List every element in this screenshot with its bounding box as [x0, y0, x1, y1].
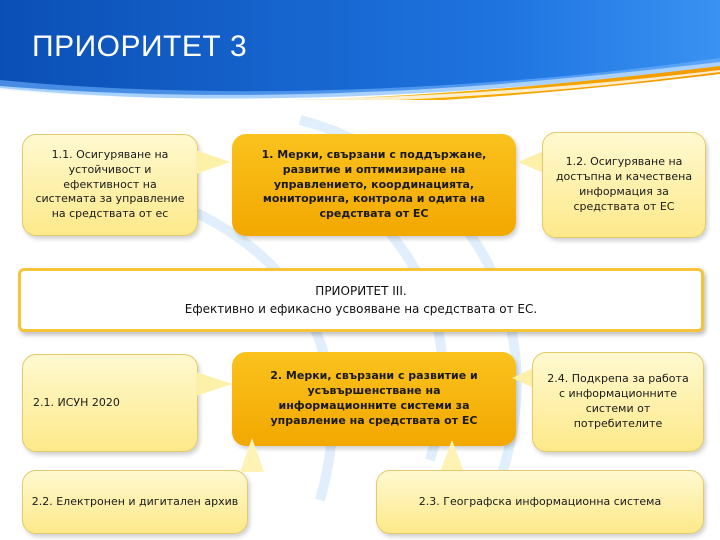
callout-1-2 [542, 132, 706, 238]
banner-subtitle: Ефективно и ефикасно усвояване на средствата от ЕС. [184, 302, 538, 316]
callout-1-2-text: 1.2. Осигуряване на достъпна и качествена информация за средствата от ЕС [555, 155, 693, 213]
callout-2-3 [376, 470, 704, 534]
measure-2-box [232, 352, 516, 446]
measure-2-text: 2. Мерки, свързани с развитие и усъвършенстване на информационните системи за управление на средствата от ЕС [270, 369, 478, 427]
callout-2-3-pointer [440, 440, 464, 472]
callout-1-1-pointer [196, 150, 230, 174]
callout-2-3-text: 2.3. Географска информационна система [418, 494, 662, 508]
priority-banner [18, 268, 704, 332]
callout-2-1-pointer [196, 372, 232, 396]
measure-1-text: 1. Мерки, свързани с поддържане, развитие и оптимизиране на управлението, координацията, мониторинга, контрола и одита на средствата от ЕС [261, 147, 487, 221]
page-title: ПРИОРИТЕТ 3 [32, 30, 248, 63]
callout-2-2-pointer [240, 438, 264, 472]
callout-2-4-text: 2.4. Подкрепа за работа с информационните системи от потребителите [547, 372, 689, 430]
header-band [0, 0, 720, 100]
callout-2-1-text: 2.1. ИСУН 2020 [33, 395, 120, 409]
banner-title: ПРИОРИТЕТ III. [315, 284, 407, 298]
callout-1-1-text: 1.1. Осигуряване на устойчивост и ефективност на системата за управление на средствата от ес [35, 147, 185, 221]
measure-1-box [232, 134, 516, 236]
callout-2-2 [22, 470, 248, 534]
callout-2-2-text: 2.2. Електронен и дигитален архив [31, 494, 239, 508]
callout-1-1 [22, 134, 198, 236]
callout-2-4 [532, 352, 704, 452]
callout-2-1 [22, 354, 198, 452]
